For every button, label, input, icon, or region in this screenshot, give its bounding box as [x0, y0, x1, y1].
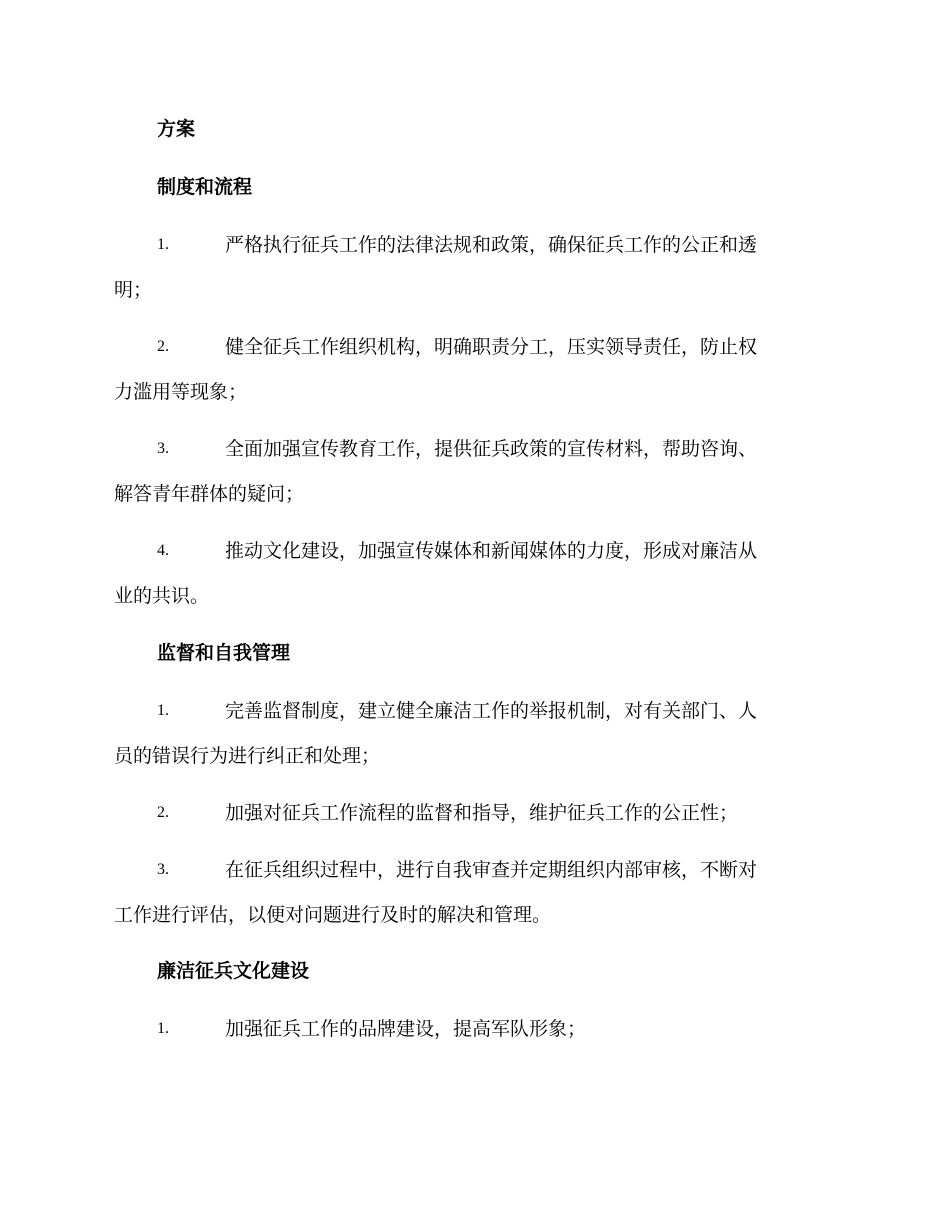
list-item-number: 2.: [157, 338, 169, 355]
list-item-text-continued: 工作进行评估，以便对问题进行及时的解决和管理。: [114, 904, 552, 926]
list-item-text-continued: 解答青年群体的疑问；: [114, 483, 305, 505]
list-item-text-continued: 力滥用等现象；: [114, 381, 248, 403]
list-item-text: 严格执行征兵工作的法律法规和政策，确保征兵工作的公正和透: [225, 234, 758, 256]
list-item-number: 4.: [157, 542, 169, 559]
list-item-text-continued: 业的共识。: [114, 585, 210, 607]
list-item-text: 健全征兵工作组织机构，明确职责分工，压实领导责任，防止权: [225, 336, 758, 358]
list-item-text: 加强征兵工作的品牌建设，提高军队形象；: [225, 1018, 587, 1040]
list-item-text: 全面加强宣传教育工作，提供征兵政策的宣传材料，帮助咨询、: [225, 438, 758, 460]
list-item-number: 3.: [157, 861, 169, 878]
list-item-text-continued: 明；: [114, 279, 153, 301]
list-item-text: 加强对征兵工作流程的监督和指导，维护征兵工作的公正性；: [225, 802, 739, 824]
list-item-number: 1.: [157, 702, 169, 719]
list-item-number: 3.: [157, 440, 169, 457]
list-item-number: 1.: [157, 236, 169, 253]
list-item-number: 2.: [157, 804, 169, 821]
list-item-text: 在征兵组织过程中，进行自我审查并定期组织内部审核，不断对: [225, 859, 758, 881]
list-item-text-continued: 员的错误行为进行纠正和处理；: [114, 745, 381, 767]
document-title: 方案: [157, 118, 196, 140]
section-heading-supervision: 监督和自我管理: [157, 642, 291, 664]
list-item-text: 完善监督制度，建立健全廉洁工作的举报机制，对有关部门、人: [225, 700, 758, 722]
list-item-text: 推动文化建设，加强宣传媒体和新闻媒体的力度，形成对廉洁从: [225, 540, 758, 562]
list-item-number: 1.: [157, 1020, 169, 1037]
section-heading-culture: 廉洁征兵文化建设: [157, 960, 310, 982]
section-heading-system-process: 制度和流程: [157, 176, 253, 198]
